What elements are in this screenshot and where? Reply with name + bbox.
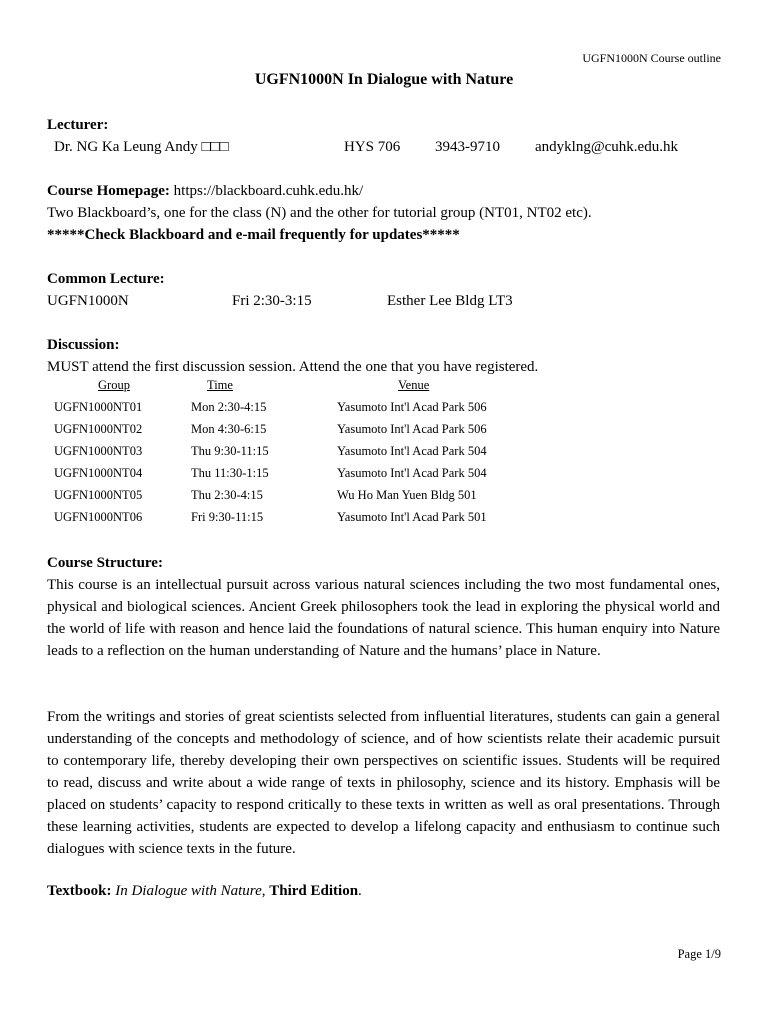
table-header-time: Time [207,378,233,392]
common-lecture-code: UGFN1000N [47,293,129,309]
homepage-url: https://blackboard.cuhk.edu.hk/ [169,183,364,199]
row-group: UGFN1000NT03 [54,444,143,458]
running-header: UGFN1000N Course outline [582,51,721,65]
lecturer-name: Dr. NG Ka Leung Andy □□□ [54,139,229,155]
textbook-line [47,880,362,902]
table-row [0,488,768,510]
row-group: UGFN1000NT01 [54,400,143,414]
table-row [0,400,768,422]
row-venue: Yasumoto Int'l Acad Park 501 [337,510,487,524]
textbook-title: In Dialogue with Nature [115,883,262,899]
page-number: Page 1/9 [677,947,721,961]
row-group: UGFN1000NT06 [54,510,143,524]
textbook-sep: , [261,883,270,899]
homepage-heading: Course Homepage: [47,183,170,199]
common-lecture-venue: Esther Lee Bldg LT3 [387,293,513,309]
row-venue: Wu Ho Man Yuen Bldg 501 [337,488,477,502]
lecturer-row [0,136,768,158]
row-group: UGFN1000NT04 [54,466,143,480]
row-time: Fri 9:30-11:15 [191,510,264,524]
homepage-line [47,180,363,202]
row-group: UGFN1000NT05 [54,488,143,502]
common-lecture-heading: Common Lecture: [47,271,165,287]
common-lecture-row [0,290,768,312]
lecturer-heading: Lecturer: [47,117,109,133]
structure-paragraph-1: This course is an intellectual pursuit across various natural sciences including the two most fundamental ones, physical and biological sciences. Ancient Greek philosophers took the lead in exploring the physical world and the world of life with reason and hence laid the foundations of natural science. This human enquiry into Nature leads to a reflection on the human understanding of Nature and the humans’ place in Nature. [47,577,720,659]
row-venue: Yasumoto Int'l Acad Park 506 [337,400,487,414]
table-row [0,422,768,444]
lecturer-phone: 3943-9710 [435,139,500,155]
row-venue: Yasumoto Int'l Acad Park 506 [337,422,487,436]
homepage-alert: *****Check Blackboard and e-mail frequently for updates***** [47,227,460,243]
structure-heading: Course Structure: [47,555,163,571]
lecturer-email: andyklng@cuhk.edu.hk [535,139,678,155]
textbook-end: . [358,883,362,899]
row-group: UGFN1000NT02 [54,422,143,436]
row-time: Mon 4:30-6:15 [191,422,267,436]
textbook-edition: Third Edition [269,883,359,899]
table-header-venue: Venue [398,378,430,392]
structure-paragraph-2: From the writings and stories of great scientists selected from influential literatures, students can gain a general understanding of the concepts and methodology of science, and of how scientists relate their academic pursuit to contemporary life, thereby developing their own perspectives on scientific issues. Students will be required to read, discuss and write about a wide range of texts in philosophy, science and its history. Emphasis will be placed on students’ capacity to respond critically to these texts in written as well as oral presentations. Through these learning activities, students are expected to develop a lifelong capacity and enthusiasm to continue such dialogues with science texts in the future. [47,709,720,857]
discussion-note: MUST attend the first discussion session. Attend the one that you have registered. [47,359,539,375]
row-time: Thu 9:30-11:15 [191,444,269,458]
row-time: Mon 2:30-4:15 [191,400,267,414]
row-venue: Yasumoto Int'l Acad Park 504 [337,444,487,458]
row-venue: Yasumoto Int'l Acad Park 504 [337,466,487,480]
textbook-heading: Textbook: [47,883,112,899]
table-row [0,510,768,532]
table-header-group: Group [98,378,130,392]
row-time: Thu 11:30-1:15 [191,466,269,480]
table-row [0,466,768,488]
table-row [0,444,768,466]
discussion-heading: Discussion: [47,337,120,353]
homepage-note: Two Blackboard’s, one for the class (N) and the other for tutorial group (NT01, NT02 etc). [47,205,592,221]
page-title: UGFN1000N In Dialogue with Nature [254,71,514,88]
row-time: Thu 2:30-4:15 [191,488,263,502]
lecturer-office: HYS 706 [344,139,401,155]
common-lecture-time: Fri 2:30-3:15 [232,293,312,309]
